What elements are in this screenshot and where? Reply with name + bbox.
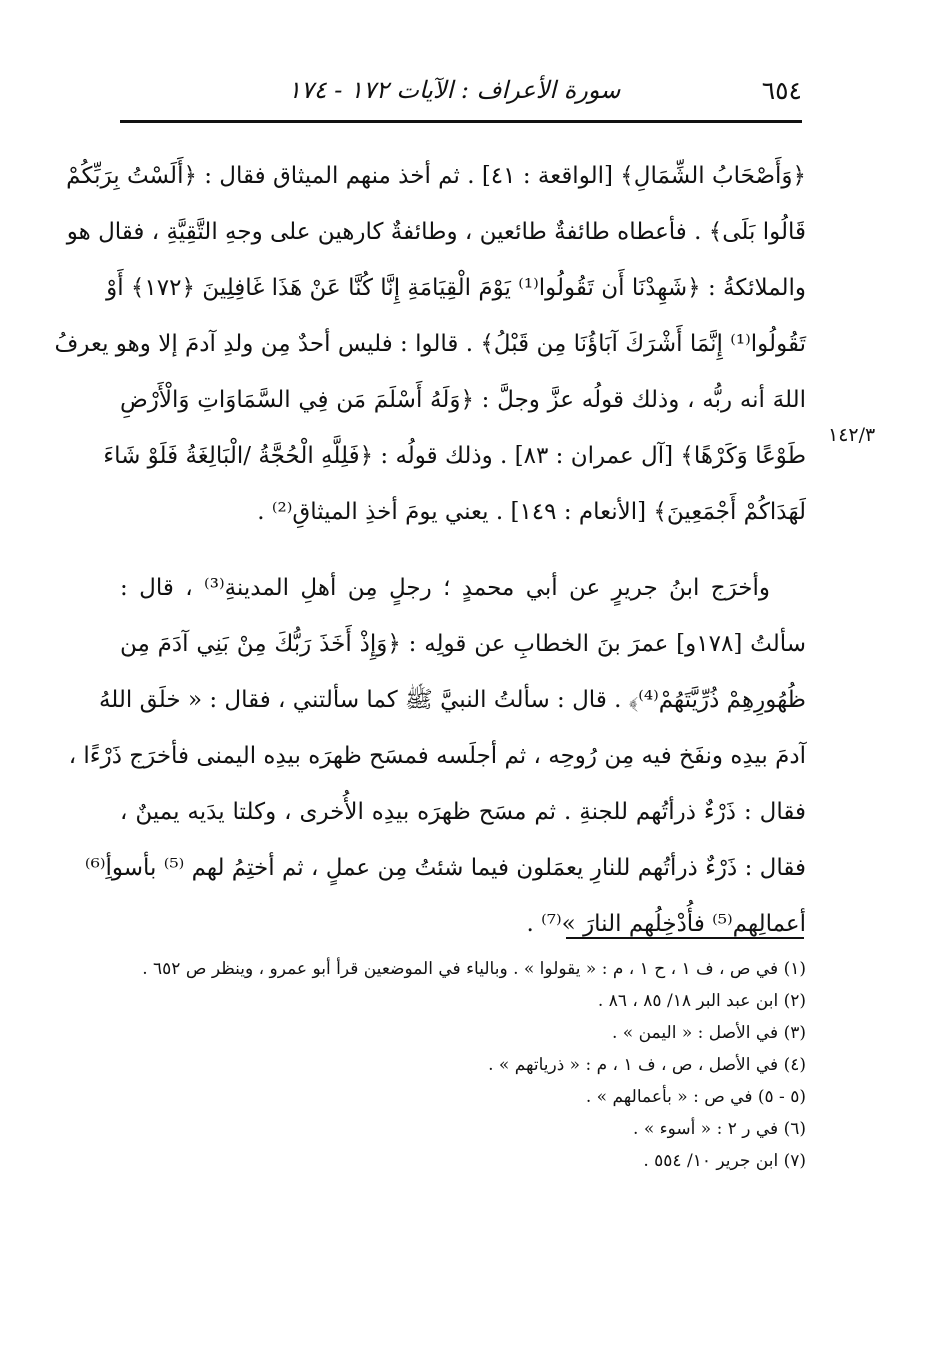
text-line: أعمالِهم⁽⁵⁾ فأُدْخِلُهم النارَ »⁽⁷⁾ . bbox=[526, 911, 806, 937]
page-header bbox=[120, 72, 802, 112]
footnote: (٤) في الأصل ، ص ، ف ١ ، م : « ذرياتهم » . bbox=[488, 1055, 806, 1075]
header-rule bbox=[120, 120, 802, 123]
text-line: والملائكةُ : ﴿شَهِدْنَا أَن تَقُولُوا⁽¹⁾ يَوْمَ الْقِيَامَةِ إِنَّا كُنَّا عَنْ هَذَا غَافِلِينَ ﴿١٧٢﴾ أَوْ bbox=[106, 275, 806, 301]
footnote: (٥ - ٥) في ص : « بأعمالهم » . bbox=[585, 1087, 806, 1107]
paragraph-gap bbox=[120, 540, 806, 560]
text-line: قَالُوا بَلَى﴾ . فأعطاه طائفةٌ طائعين ، وطائفةٌ كارهين على وجهِ التَّقِيَّةِ ، فقال هو bbox=[66, 219, 806, 245]
text-line: وأخرَج ابنُ جريرٍ عن أبي محمدٍ ؛ رجلٍ مِن أهلِ المدينةِ⁽³⁾ ، قال : bbox=[120, 575, 770, 601]
running-title: سورة الأعراف : الآيات ١٧٢ - ١٧٤ bbox=[288, 76, 621, 104]
text-line: سألتُ [١٧٨و] عمرَ بنَ الخطابِ عن قولِه : ﴿وَإِذْ أَخَذَ رَبُّكَ مِنْ بَنِي آدَمَ مِن bbox=[120, 631, 807, 657]
text-line: فقال : ذَرْءٌ ذرأتُهم للجنةِ . ثم مسَح ظهرَه بيدِه الأُخرى ، وكلتا يدَيه يمينٌ ، bbox=[120, 799, 806, 825]
text-line: فقال : ذَرْءٌ ذرأتُهم للنارِ يعمَلون فيما شئتُ مِن عملٍ ، ثم أختِمُ لهم ⁽⁵⁾ بأسوأِ⁽⁶⁾ bbox=[84, 855, 806, 881]
main-text bbox=[54, 148, 807, 952]
text-line: ﴿وَأَصْحَابُ الشِّمَالِ﴾ [الواقعة : ٤١] . ثم أخذ منهم الميثاق فقال : ﴿أَلَسْتُ بِرَبِّكُمْ bbox=[66, 163, 806, 189]
text-line: اللهَ أنه ربُّه ، وذلك قولُه عزَّ وجلَّ : ﴿وَلَهُ أَسْلَمَ مَن فِي السَّمَاوَاتِ وَالْأَرْضِ bbox=[120, 387, 806, 413]
page-number: ٦٥٤ bbox=[761, 76, 802, 105]
footnotes bbox=[120, 953, 806, 1177]
footnote: (٣) في الأصل : « اليمن » . bbox=[612, 1023, 806, 1043]
footnote: (١) في ص ، ف ١ ، ح ١ ، م : « يقولوا » . وبالياء في الموضعين قرأ أبو عمرو ، وينظر ص ٦٥٢ . bbox=[142, 959, 806, 979]
text-line: لَهَدَاكُمْ أَجْمَعِينَ﴾ [الأنعام : ١٤٩] . يعني يومَ أخذِ الميثاقِ⁽²⁾ . bbox=[257, 499, 806, 525]
footnote: (٧) ابن جرير ١٠/ ٥٥٤ . bbox=[643, 1151, 806, 1171]
margin-reference: ١٤٢/٣ bbox=[828, 424, 876, 446]
text-line: آدمَ بيدِه ونفَخ فيه مِن رُوحِه ، ثم أجلَسه فمسَح ظهرَه بيدِه اليمنى فأخرَج ذَرْءًا ، bbox=[68, 743, 806, 769]
text-line: ظُهُورِهِمْ ذُرِّيَّتَهُمْ⁽⁴⁾﴾ . قال : سألتُ النبيَّ ﷺ كما سألتني ، فقال : « خلَق اللهُ bbox=[98, 687, 806, 713]
text-line: طَوْعًا وَكَرْهًا﴾ [آل عمران : ٨٣] . وذلك قولُه : ﴿فَلِلَّهِ الْحُجَّةُ /الْبَالِغَةُ فَلَوْ شَاءَ bbox=[103, 443, 806, 469]
text-line: تَقُولُوا⁽¹⁾ إِنَّمَا أَشْرَكَ آبَاؤُنَا مِن قَبْلُ﴾ . قالوا : فليس أحدٌ مِن ولدِ آدمَ إلا وهو يعرفُ bbox=[54, 331, 806, 357]
footnote: (٢) ابن عبد البر ١٨/ ٨٥ ، ٨٦ . bbox=[597, 991, 806, 1011]
footnote-rule bbox=[566, 937, 804, 939]
footnote: (٦) في ر ٢ : « أسوء » . bbox=[633, 1119, 806, 1139]
